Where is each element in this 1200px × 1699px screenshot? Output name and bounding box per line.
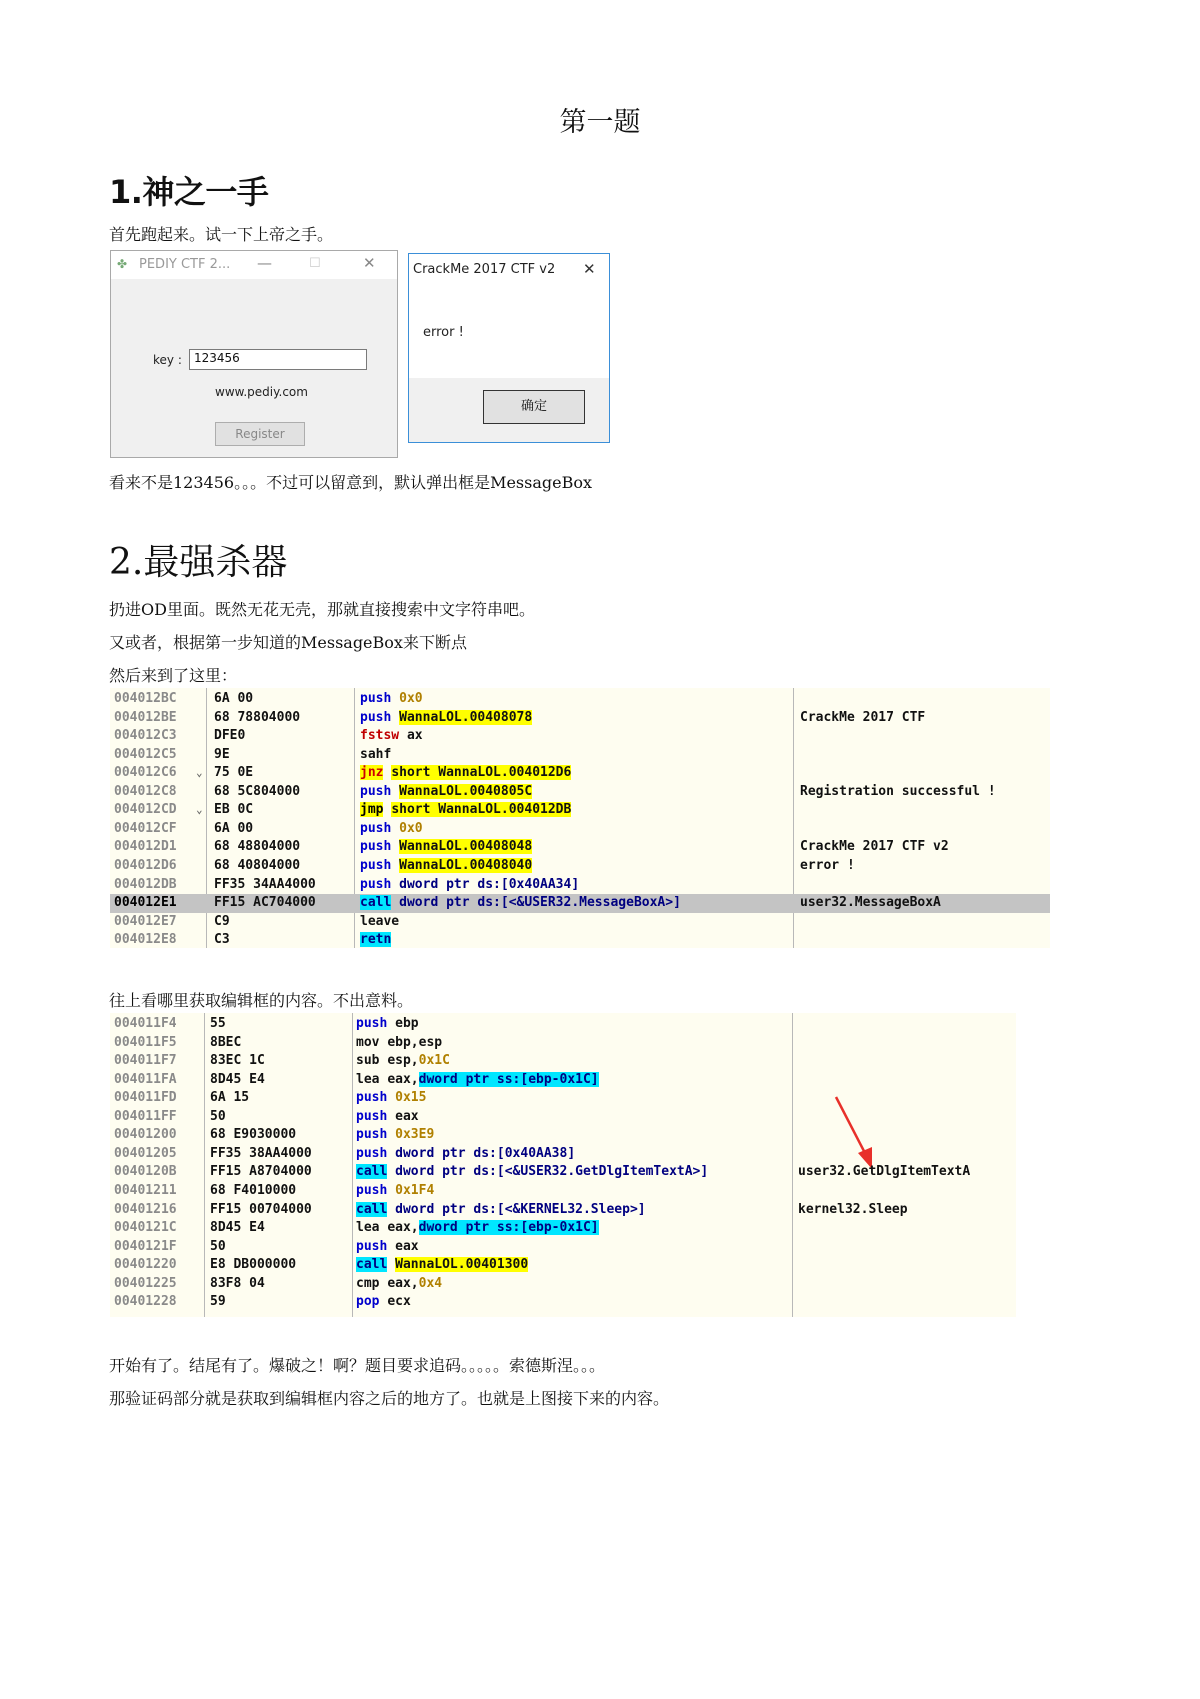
row-address: 004012E8 bbox=[114, 932, 177, 948]
row-comment: user32.MessageBoxA bbox=[800, 895, 941, 911]
row-address: 004012E7 bbox=[114, 913, 177, 929]
row-operand: short WannaLOL.004012DB bbox=[391, 802, 572, 818]
disassembly-row[interactable] bbox=[110, 1256, 1016, 1275]
row-instruction bbox=[360, 690, 423, 709]
row-operand: eax bbox=[395, 1108, 419, 1124]
disassembly-row[interactable] bbox=[110, 1275, 1016, 1294]
row-operand: WannaLOL.00408040 bbox=[399, 857, 533, 873]
row-mnemonic: call bbox=[356, 1257, 388, 1273]
disassembly-row[interactable] bbox=[110, 820, 1050, 839]
row-instruction bbox=[356, 1145, 575, 1164]
row-hex-bytes: 83EC 1C bbox=[210, 1053, 265, 1069]
row-operand: short WannaLOL.004012D6 bbox=[391, 765, 572, 781]
row-hex-bytes: EB 0C bbox=[214, 802, 254, 818]
row-operand-prefix: eax, bbox=[387, 1275, 419, 1291]
row-instruction bbox=[360, 746, 391, 765]
disassembly-row[interactable] bbox=[110, 727, 1050, 746]
row-address: 004012DB bbox=[114, 876, 177, 892]
row-hex-bytes: 68 F4010000 bbox=[210, 1182, 297, 1198]
row-hex-bytes: FF15 00704000 bbox=[210, 1201, 312, 1217]
section1-heading: 1.神之一手 bbox=[109, 173, 269, 211]
disassembly-row[interactable] bbox=[110, 746, 1050, 765]
row-address: 004011FA bbox=[114, 1071, 177, 1087]
key-input[interactable]: 123456 bbox=[189, 349, 367, 370]
row-address: 004012D1 bbox=[114, 839, 177, 855]
disassembly-row[interactable] bbox=[110, 783, 1050, 802]
row-instruction bbox=[356, 1201, 646, 1220]
row-hex-bytes: 8D45 E4 bbox=[210, 1071, 265, 1087]
row-hex-bytes: 8D45 E4 bbox=[210, 1220, 265, 1236]
row-instruction bbox=[356, 1238, 419, 1257]
row-hex-bytes: 68 48804000 bbox=[214, 839, 301, 855]
row-address: 004012BE bbox=[114, 709, 177, 725]
ok-button[interactable]: 确定 bbox=[483, 390, 585, 424]
row-operand: dword ptr ds:[<&USER32.MessageBoxA>] bbox=[399, 895, 681, 911]
row-mnemonic: sahf bbox=[360, 746, 392, 762]
minimize-icon[interactable]: — bbox=[257, 254, 272, 272]
row-instruction bbox=[356, 1256, 528, 1275]
row-hex-bytes: 59 bbox=[210, 1294, 226, 1310]
disassembly-row[interactable] bbox=[110, 1052, 1016, 1071]
row-hex-bytes: DFE0 bbox=[214, 728, 246, 744]
disassembly-row[interactable] bbox=[110, 1219, 1016, 1238]
row-hex-bytes: C3 bbox=[214, 932, 230, 948]
row-address: 00401225 bbox=[114, 1275, 177, 1291]
row-instruction bbox=[356, 1275, 442, 1294]
row-operand: 0x1C bbox=[418, 1053, 450, 1069]
row-mnemonic: call bbox=[356, 1201, 388, 1217]
row-hex-bytes: 50 bbox=[210, 1108, 226, 1124]
register-button[interactable]: Register bbox=[215, 422, 305, 446]
row-instruction bbox=[360, 913, 399, 932]
section2-p4: 往上看哪里获取编辑框的内容。不出意料。 bbox=[109, 991, 414, 1010]
row-mnemonic: push bbox=[356, 1108, 388, 1124]
disassembly-row[interactable] bbox=[110, 838, 1050, 857]
row-comment: kernel32.Sleep bbox=[798, 1201, 908, 1217]
row-mnemonic: mov bbox=[356, 1034, 380, 1050]
section1-intro: 首先跑起来。试一下上帝之手。 bbox=[109, 225, 334, 244]
row-address: 0040121C bbox=[114, 1220, 177, 1236]
row-operand: WannaLOL.0040805C bbox=[399, 783, 533, 799]
row-mnemonic: push bbox=[356, 1182, 388, 1198]
disassembly-row[interactable] bbox=[110, 1201, 1016, 1220]
row-hex-bytes: 9E bbox=[214, 746, 230, 762]
row-hex-bytes: 6A 15 bbox=[210, 1090, 250, 1106]
row-address: 0040121F bbox=[114, 1238, 177, 1254]
row-address: 00401216 bbox=[114, 1201, 177, 1217]
disassembly-row[interactable] bbox=[110, 690, 1050, 709]
row-mnemonic: leave bbox=[360, 913, 400, 929]
row-address: 00401220 bbox=[114, 1257, 177, 1273]
row-instruction bbox=[356, 1089, 426, 1108]
row-mnemonic: call bbox=[360, 895, 392, 911]
row-mnemonic: jnz bbox=[360, 765, 384, 781]
row-operand-prefix: esp, bbox=[387, 1053, 419, 1069]
row-operand-prefix: eax, bbox=[387, 1071, 419, 1087]
disassembly-listing-1 bbox=[110, 688, 1050, 948]
disassembly-row[interactable] bbox=[110, 1015, 1016, 1034]
row-hex-bytes: FF35 38AA4000 bbox=[210, 1145, 312, 1161]
row-operand: ebp bbox=[395, 1016, 419, 1031]
row-instruction bbox=[360, 894, 681, 913]
row-address: 004011F5 bbox=[114, 1034, 177, 1050]
row-operand: 0x3E9 bbox=[395, 1127, 435, 1143]
row-instruction bbox=[356, 1163, 708, 1182]
row-hex-bytes: FF15 AC704000 bbox=[214, 895, 316, 911]
row-operand: dword ptr ss:[ebp-0x1C] bbox=[418, 1220, 599, 1236]
row-address: 00401228 bbox=[114, 1294, 177, 1310]
section2-p5: 开始有了。结尾有了。爆破之！啊？题目要求追码。。。。。索德斯涅。。。 bbox=[109, 1356, 606, 1375]
row-hex-bytes: 83F8 04 bbox=[210, 1275, 265, 1291]
jump-arrow-icon: ⌄ bbox=[196, 803, 203, 817]
crackme-main-window bbox=[110, 250, 398, 458]
row-mnemonic: push bbox=[360, 709, 392, 725]
row-operand: 0x0 bbox=[399, 820, 423, 836]
row-address: 004012CD bbox=[114, 802, 177, 818]
row-hex-bytes: 55 bbox=[210, 1016, 226, 1031]
row-address: 004012CF bbox=[114, 820, 177, 836]
row-mnemonic: fstsw bbox=[360, 728, 400, 744]
section2-p6: 那验证码部分就是获取到编辑框内容之后的地方了。也就是上图接下来的内容。 bbox=[109, 1389, 670, 1408]
row-mnemonic: push bbox=[360, 783, 392, 799]
row-hex-bytes: 8BEC bbox=[210, 1034, 242, 1050]
row-instruction bbox=[356, 1034, 442, 1053]
disassembly-row[interactable] bbox=[110, 709, 1050, 728]
row-address: 004011FF bbox=[114, 1108, 177, 1124]
row-comment: error ! bbox=[800, 857, 855, 873]
row-hex-bytes: 68 78804000 bbox=[214, 709, 301, 725]
row-instruction bbox=[356, 1182, 434, 1201]
row-mnemonic: lea bbox=[356, 1220, 380, 1236]
disassembly-row[interactable] bbox=[110, 857, 1050, 876]
disassembly-row[interactable] bbox=[110, 894, 1050, 913]
messagebox-window bbox=[408, 253, 610, 443]
row-instruction bbox=[356, 1126, 434, 1145]
main-window-titlebar bbox=[111, 251, 397, 279]
row-mnemonic: push bbox=[360, 839, 392, 855]
disassembly-row[interactable] bbox=[110, 764, 1050, 783]
maximize-icon[interactable]: ☐ bbox=[309, 256, 321, 271]
row-instruction bbox=[360, 820, 423, 839]
row-mnemonic: call bbox=[356, 1164, 388, 1180]
row-operand: 0x15 bbox=[395, 1090, 427, 1106]
disassembly-row[interactable] bbox=[110, 913, 1050, 932]
row-instruction bbox=[356, 1108, 419, 1127]
row-operand: dword ptr ds:[0x40AA38] bbox=[395, 1145, 576, 1161]
row-comment: Registration successful ! bbox=[800, 783, 996, 799]
row-instruction bbox=[356, 1071, 599, 1090]
row-instruction bbox=[360, 783, 532, 802]
row-hex-bytes: FF15 A8704000 bbox=[210, 1164, 312, 1180]
row-hex-bytes: 6A 00 bbox=[214, 691, 254, 706]
row-hex-bytes: 68 5C804000 bbox=[214, 783, 301, 799]
disassembly-row[interactable] bbox=[110, 931, 1050, 950]
disassembly-row[interactable] bbox=[110, 1089, 1016, 1108]
row-mnemonic: sub bbox=[356, 1053, 380, 1069]
section2-p3: 然后来到了这里： bbox=[109, 666, 238, 685]
row-mnemonic: retn bbox=[360, 932, 392, 948]
row-operand: ecx bbox=[387, 1294, 411, 1310]
messagebox-title: CrackMe 2017 CTF v2 bbox=[413, 262, 556, 277]
row-mnemonic: jmp bbox=[360, 802, 384, 818]
row-address: 00401200 bbox=[114, 1127, 177, 1143]
row-address: 00401205 bbox=[114, 1145, 177, 1161]
row-address: 004011FD bbox=[114, 1090, 177, 1106]
row-instruction bbox=[360, 876, 579, 895]
disassembly-listing-2 bbox=[110, 1013, 1016, 1317]
row-instruction bbox=[360, 838, 532, 857]
app-icon: ✤ bbox=[117, 257, 128, 271]
row-address: 004011F4 bbox=[114, 1016, 177, 1031]
row-address: 004012E1 bbox=[114, 895, 177, 911]
disassembly-row[interactable] bbox=[110, 801, 1050, 820]
jump-arrow-icon: ⌄ bbox=[196, 766, 203, 780]
row-instruction bbox=[356, 1219, 599, 1238]
row-operand: eax bbox=[395, 1238, 419, 1254]
disassembly-row[interactable] bbox=[110, 876, 1050, 895]
row-address: 004011F7 bbox=[114, 1053, 177, 1069]
disassembly-row[interactable] bbox=[110, 1034, 1016, 1053]
row-mnemonic: pop bbox=[356, 1294, 380, 1310]
row-hex-bytes: 6A 00 bbox=[214, 820, 254, 836]
key-label: key : bbox=[153, 353, 182, 367]
section2-p2: 又或者，根据第一步知道的MessageBox来下断点 bbox=[109, 633, 467, 652]
row-instruction bbox=[360, 764, 571, 783]
row-mnemonic: push bbox=[356, 1145, 388, 1161]
row-operand: dword ptr ds:[<&USER32.GetDlgItemTextA>] bbox=[395, 1164, 709, 1180]
row-mnemonic: push bbox=[360, 857, 392, 873]
row-operand: 0x4 bbox=[418, 1275, 443, 1291]
row-mnemonic: push bbox=[360, 876, 392, 892]
row-mnemonic: push bbox=[356, 1090, 388, 1106]
row-address: 004012D6 bbox=[114, 857, 177, 873]
row-mnemonic: push bbox=[356, 1238, 388, 1254]
disassembly-row[interactable] bbox=[110, 1182, 1016, 1201]
disassembly-row[interactable] bbox=[110, 1108, 1016, 1127]
section2-p1: 扔进OD里面。既然无花无壳，那就直接搜索中文字符串吧。 bbox=[109, 600, 535, 619]
row-hex-bytes: C9 bbox=[214, 913, 230, 929]
row-operand: WannaLOL.00408078 bbox=[399, 709, 533, 725]
main-window-title: PEDIY CTF 2... bbox=[139, 257, 231, 272]
row-operand: dword ptr ss:[ebp-0x1C] bbox=[418, 1071, 599, 1087]
row-hex-bytes: 50 bbox=[210, 1238, 226, 1254]
row-hex-bytes: 68 40804000 bbox=[214, 857, 301, 873]
row-mnemonic: push bbox=[360, 820, 392, 836]
section1-after: 看来不是123456。。。不过可以留意到，默认弹出框是MessageBox bbox=[109, 473, 593, 492]
row-operand: WannaLOL.00408048 bbox=[399, 839, 533, 855]
row-address: 004012C8 bbox=[114, 783, 177, 799]
close-icon[interactable]: ✕ bbox=[363, 254, 376, 272]
row-address: 0040120B bbox=[114, 1164, 177, 1180]
row-mnemonic: lea bbox=[356, 1071, 380, 1087]
site-label: www.pediy.com bbox=[215, 385, 308, 399]
row-address: 004012C6 bbox=[114, 765, 177, 781]
row-operand: dword ptr ds:[0x40AA34] bbox=[399, 876, 580, 892]
section2-heading: 2.最强杀器 bbox=[109, 542, 288, 583]
row-operand: WannaLOL.00401300 bbox=[395, 1257, 529, 1273]
row-address: 004012BC bbox=[114, 691, 177, 706]
row-address: 00401211 bbox=[114, 1182, 177, 1198]
disassembly-row[interactable] bbox=[110, 1163, 1016, 1182]
row-instruction bbox=[356, 1293, 411, 1312]
row-address: 004012C5 bbox=[114, 746, 177, 762]
row-mnemonic: push bbox=[356, 1127, 388, 1143]
row-instruction bbox=[360, 709, 532, 728]
disassembly-row[interactable] bbox=[110, 1145, 1016, 1164]
messagebox-close-icon[interactable]: ✕ bbox=[583, 260, 596, 278]
row-instruction bbox=[360, 857, 532, 876]
row-operand: 0x0 bbox=[399, 691, 423, 706]
row-operand: ebp,esp bbox=[387, 1034, 443, 1050]
row-hex-bytes: E8 DB000000 bbox=[210, 1257, 297, 1273]
row-operand: dword ptr ds:[<&KERNEL32.Sleep>] bbox=[395, 1201, 646, 1217]
messagebox-message: error ! bbox=[423, 325, 464, 340]
row-operand: ax bbox=[406, 728, 423, 744]
row-mnemonic: push bbox=[356, 1016, 388, 1031]
page-title: 第一题 bbox=[559, 107, 641, 138]
row-instruction bbox=[360, 801, 571, 820]
row-mnemonic: push bbox=[360, 691, 392, 706]
row-operand: 0x1F4 bbox=[395, 1182, 435, 1198]
row-instruction bbox=[356, 1052, 450, 1071]
row-hex-bytes: 75 0E bbox=[214, 765, 254, 781]
row-operand-prefix: eax, bbox=[387, 1220, 419, 1236]
row-address: 004012C3 bbox=[114, 728, 177, 744]
row-comment: CrackMe 2017 CTF v2 bbox=[800, 839, 949, 855]
disassembly-row[interactable] bbox=[110, 1238, 1016, 1257]
disassembly-row[interactable] bbox=[110, 1071, 1016, 1090]
disassembly-row[interactable] bbox=[110, 1293, 1016, 1312]
row-instruction bbox=[356, 1015, 419, 1034]
row-hex-bytes: FF35 34AA4000 bbox=[214, 876, 316, 892]
row-mnemonic: cmp bbox=[356, 1275, 380, 1291]
row-instruction bbox=[360, 931, 391, 950]
row-instruction bbox=[360, 727, 423, 746]
row-hex-bytes: 68 E9030000 bbox=[210, 1127, 297, 1143]
row-comment: CrackMe 2017 CTF bbox=[800, 709, 926, 725]
row-comment: user32.GetDlgItemTextA bbox=[798, 1164, 971, 1180]
disassembly-row[interactable] bbox=[110, 1126, 1016, 1145]
